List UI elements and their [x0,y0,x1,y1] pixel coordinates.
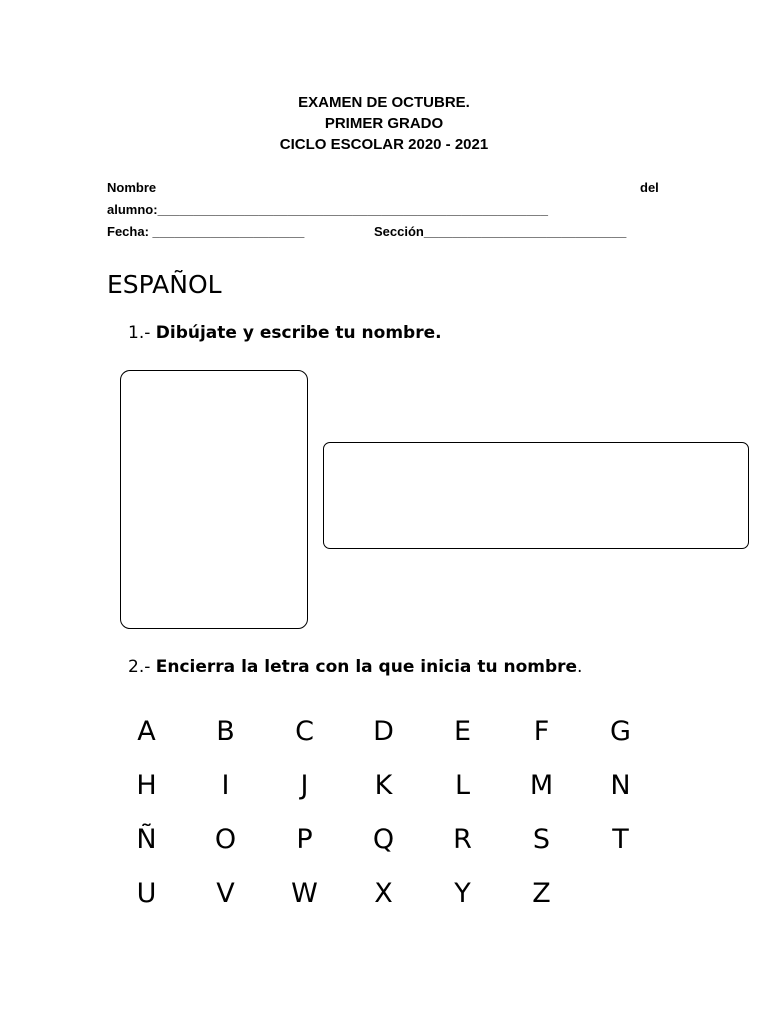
alphabet-letter[interactable]: E [453,716,472,747]
alphabet-letter[interactable]: S [532,824,551,855]
alphabet-letter[interactable]: Z [532,878,551,909]
alphabet-letter[interactable]: T [612,824,629,855]
alumno-label: alumno: [107,202,158,217]
question-text: Dibújate y escribe tu nombre. [155,323,442,343]
alphabet-letter[interactable]: Y [454,878,471,909]
fecha-blank[interactable]: _____________________ [152,224,305,239]
alumno-blank[interactable]: ______________________________________________________ [157,202,548,217]
seccion-label: Sección [374,224,424,239]
alumno-line [107,201,548,219]
exam-header [0,92,768,155]
seccion-blank[interactable]: ____________________________ [423,224,627,239]
fecha-label: Fecha: [107,224,149,239]
exam-title: EXAMEN DE OCTUBRE. [298,94,470,111]
alphabet-letter[interactable]: N [610,770,631,801]
self-portrait-drawing-box[interactable] [120,370,308,629]
seccion-line [374,223,626,241]
alphabet-letter[interactable]: F [533,716,550,747]
alphabet-letter[interactable]: W [291,878,318,909]
alphabet-letter[interactable]: Q [372,824,395,855]
question-period: . [577,657,583,677]
alphabet-letter[interactable]: V [216,878,235,909]
question-2 [128,655,582,679]
name-writing-box[interactable] [323,442,749,549]
alphabet-letter[interactable]: G [610,716,631,747]
alphabet-letter[interactable]: K [374,770,393,801]
alphabet-letter[interactable]: A [137,716,156,747]
alphabet-letter[interactable]: X [374,878,393,909]
question-number: 2.- [128,657,151,677]
question-1 [128,321,442,345]
alphabet-letter[interactable]: Ñ [136,824,157,855]
del-label: del [640,180,659,195]
alphabet-letter[interactable]: M [529,770,554,801]
alphabet-letter[interactable]: L [454,770,471,801]
question-number: 1.- [128,323,151,343]
alphabet-letter[interactable]: D [373,716,394,747]
grade-title: PRIMER GRADO [324,115,444,132]
nombre-label: Nombre [107,180,157,195]
alphabet-letter[interactable]: B [216,716,235,747]
alphabet-letter[interactable]: I [221,770,230,801]
question-text: Encierra la letra con la que inicia tu nombre [155,657,578,677]
alphabet-letter[interactable]: P [296,824,313,855]
alphabet-letter[interactable]: J [300,770,309,801]
school-year-title: CICLO ESCOLAR 2020 - 2021 [279,136,489,153]
alphabet-grid [107,705,667,921]
alphabet-letter[interactable]: R [453,824,472,855]
fecha-line [107,223,304,241]
alphabet-letter[interactable]: C [295,716,314,747]
alphabet-letter[interactable]: U [136,878,157,909]
subject-heading: ESPAÑOL [107,270,222,299]
alphabet-letter[interactable]: H [136,770,157,801]
alphabet-letter[interactable]: O [214,824,237,855]
